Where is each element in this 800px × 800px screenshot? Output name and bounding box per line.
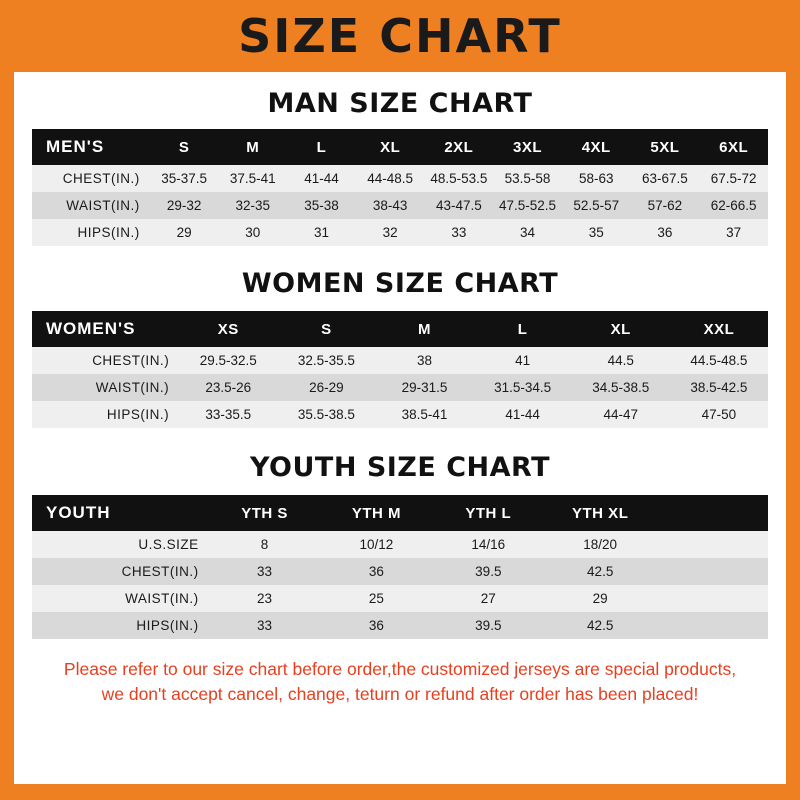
table-cell: 37.5-41 [229,171,276,186]
men-header-cell: 4XL [581,138,611,156]
table-cell: 26-29 [309,380,344,395]
table-row [32,401,768,428]
footer-note [32,657,768,708]
youth-header-cell [656,495,768,531]
table-row [32,192,768,219]
men-header-cell: M [246,138,260,156]
table-cell: 38-43 [372,198,408,213]
table-cell: 38 [416,353,433,368]
youth-header-cell: YTH XL [572,504,629,522]
women-header-cell: L [517,320,528,338]
table-cell: 29 [176,225,192,240]
table-cell: 35-37.5 [161,171,207,186]
youth-header-cell: YOUTH [46,503,111,522]
table-cell: 47.5-52.5 [499,198,557,213]
table-cell [656,531,768,558]
table-cell: 35-38 [304,198,339,213]
table-cell: 38.5-41 [401,407,448,422]
table-row [32,219,768,246]
table-cell: 44.5-48.5 [690,353,748,368]
women-header-cell: M [418,320,431,338]
table-cell: 44-47 [603,407,639,422]
row-label: CHEST(IN.) [62,171,140,186]
table-cell: 41-44 [304,171,339,186]
table-row [32,347,768,374]
table-cell: 33 [257,564,273,579]
table-cell: 53.5-58 [504,171,551,186]
table-cell: 44.5 [607,353,634,368]
men-header-cell: L [316,138,327,156]
table-cell: 47-50 [701,407,737,422]
men-header-cell: XL [380,138,401,156]
youth-section-title: YOUTH SIZE CHART [249,452,551,483]
table-cell: 67.5-72 [710,171,757,186]
table-row [32,585,768,612]
row-label: HIPS(IN.) [136,618,199,633]
table-cell: 10/12 [359,537,394,552]
table-cell [656,612,768,639]
men-header-row [32,129,768,165]
table-cell: 35 [588,225,604,240]
table-cell: 32.5-35.5 [297,353,355,368]
table-cell: 31 [313,225,329,240]
table-cell: 29-31.5 [401,380,448,395]
table-cell [656,585,768,612]
table-cell: 39.5 [475,618,502,633]
top-banner [0,0,800,72]
table-cell: 58-63 [578,171,614,186]
table-cell: 41 [515,353,531,368]
table-cell: 43-47.5 [435,198,482,213]
table-cell: 29 [592,591,608,606]
table-cell: 32 [382,225,398,240]
men-size-table [32,129,768,246]
table-cell: 63-67.5 [642,171,688,186]
table-cell: 32-35 [235,198,271,213]
table-cell: 31.5-34.5 [494,380,552,395]
table-cell: 42.5 [587,564,614,579]
table-cell: 33 [451,225,467,240]
row-label: HIPS(IN.) [106,407,170,422]
women-size-table [32,311,768,428]
table-cell: 34 [520,225,536,240]
table-cell: 29-32 [166,198,202,213]
table-cell: 42.5 [587,618,614,633]
table-cell: 36 [368,618,384,633]
table-cell: 29.5-32.5 [199,353,257,368]
footer-note-line2: we don't accept cancel, change, teturn or refund after order has been placed! [101,684,699,705]
men-header-cell: 5XL [650,138,680,156]
table-cell: 14/16 [471,537,506,552]
table-cell: 36 [657,225,673,240]
row-label: WAIST(IN.) [66,198,140,213]
table-row [32,374,768,401]
table-cell: 44-48.5 [367,171,414,186]
table-row [32,558,768,585]
row-label: WAIST(IN.) [125,591,199,606]
table-cell: 8 [260,537,269,552]
table-cell: 33 [257,618,273,633]
table-cell: 57-62 [647,198,683,213]
table-cell: 18/20 [583,537,618,552]
row-label: WAIST(IN.) [95,380,170,395]
footer-note-line1: Please refer to our size chart before order,the customized jerseys are special products, [63,659,737,679]
women-section-title: WOMEN SIZE CHART [241,268,559,299]
table-cell [656,558,768,585]
table-cell: 35.5-38.5 [297,407,355,422]
men-section-title: MAN SIZE CHART [267,88,533,119]
table-cell: 41-44 [505,407,540,422]
women-header-row [32,311,768,347]
table-cell: 33-35.5 [205,407,252,422]
table-cell: 25 [368,591,384,606]
women-header-cell: WOMEN'S [46,319,136,338]
table-cell: 62-66.5 [710,198,757,213]
table-cell: 52.5-57 [573,198,620,213]
youth-header-cell: YTH S [241,504,288,522]
bottom-accent-bar [0,784,800,800]
row-label: CHEST(IN.) [92,353,170,368]
men-header-cell: 3XL [513,138,543,156]
youth-header-cell: YTH M [351,504,402,522]
table-cell: 36 [368,564,384,579]
row-label: HIPS(IN.) [77,225,140,240]
table-row [32,612,768,639]
table-cell: 30 [245,225,261,240]
women-header-cell: XS [217,320,239,338]
table-cell: 23 [257,591,273,606]
men-header-cell: MEN'S [46,137,105,156]
table-cell: 39.5 [475,564,502,579]
chart-content [14,88,786,708]
women-header-cell: XL [610,320,631,338]
women-header-cell: XXL [703,320,735,338]
men-header-cell: S [178,138,190,156]
youth-header-cell: YTH L [465,504,512,522]
men-header-cell: 2XL [444,138,474,156]
page-title: SIZE CHART [238,9,562,63]
row-label: CHEST(IN.) [121,564,199,579]
table-row [32,531,768,558]
table-cell: 34.5-38.5 [592,380,650,395]
table-cell: 38.5-42.5 [690,380,748,395]
youth-size-table [32,495,768,639]
table-cell: 23.5-26 [205,380,252,395]
table-row [32,165,768,192]
table-cell: 48.5-53.5 [430,171,488,186]
table-cell: 37 [726,225,742,240]
row-label: U.S.SIZE [138,537,199,552]
men-header-cell: 6XL [719,138,749,156]
women-header-cell: S [321,320,332,338]
table-cell: 27 [480,591,496,606]
youth-header-row [32,495,768,531]
